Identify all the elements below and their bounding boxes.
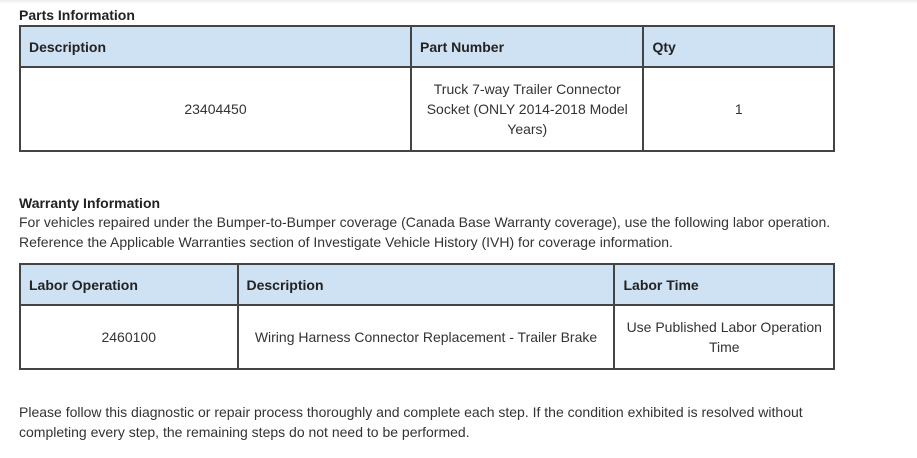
labor-table-header-row [20,264,834,305]
warranty-text-line2: Reference the Applicable Warranties section of Investigate Vehicle History (IVH) for coverage information. [19,234,673,250]
labor-table [19,263,835,370]
table-row [20,305,834,369]
process-instructions-text: Please follow this diagnostic or repair process thoroughly and complete each step. If the condition exhibited is resolved without completing every step, the remaining steps do not need to be performed. [19,404,803,440]
parts-table-header-row [20,26,834,67]
labor-cell-description: Wiring Harness Connector Replacement - Trailer Brake [238,305,615,369]
parts-table [19,25,835,152]
parts-information-title: Parts Information [19,7,135,23]
parts-cell-description: 23404450 [20,67,411,151]
parts-header-qty: Qty [643,26,834,67]
top-shadow-bar [0,0,917,4]
labor-cell-time: Use Published Labor Operation Time [614,305,834,369]
labor-header-operation: Labor Operation [20,264,238,305]
labor-header-description: Description [238,264,615,305]
parts-header-description: Description [20,26,411,67]
labor-cell-operation: 2460100 [20,305,238,369]
parts-header-part-number: Part Number [411,26,643,67]
warranty-information-title: Warranty Information [19,195,161,211]
labor-header-time: Labor Time [614,264,834,305]
parts-cell-qty: 1 [643,67,834,151]
parts-cell-part-number: Truck 7-way Trailer Connector Socket (ONLY 2014-2018 Model Years) [411,67,643,151]
table-row [20,67,834,151]
warranty-information-block [19,194,899,252]
warranty-text-line1: For vehicles repaired under the Bumper-to-Bumper coverage (Canada Base Warranty coverage), use the following labor operation. [19,214,831,230]
